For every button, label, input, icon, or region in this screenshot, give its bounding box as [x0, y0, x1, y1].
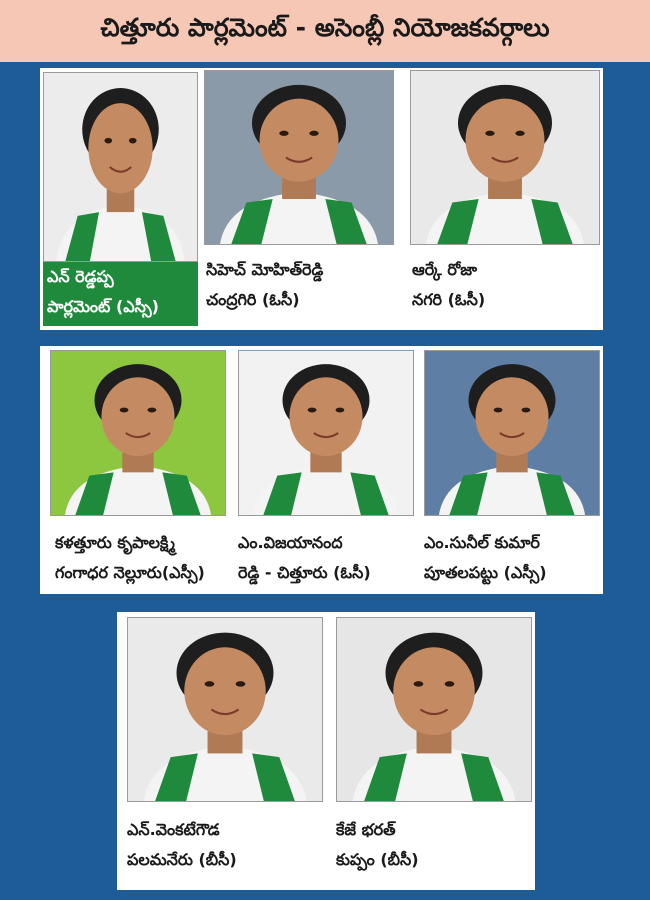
- face-shape: [466, 99, 545, 182]
- candidate-name: ఎన్ రెడ్డప్ప: [47, 267, 114, 286]
- eye-shape: [308, 408, 317, 413]
- face-shape: [184, 647, 265, 735]
- candidate-photo: [127, 617, 323, 802]
- eye-shape: [515, 131, 524, 136]
- portrait-graphic: [205, 71, 393, 244]
- header-banner: [0, 0, 650, 62]
- eye-shape: [205, 681, 215, 686]
- candidate-name: ఎం.విజయానంద: [238, 533, 343, 552]
- eye-shape: [336, 408, 345, 413]
- eye-shape: [148, 408, 157, 413]
- eye-shape: [129, 138, 137, 144]
- constituency-label: గంగాధర నెల్లూరు(ఎస్సీ): [55, 563, 205, 582]
- candidate-name: సిహెచ్ మోహిత్‌రెడ్డి: [206, 260, 324, 279]
- candidate-photo: [204, 70, 394, 245]
- eye-shape: [494, 408, 503, 413]
- candidate-caption: [424, 528, 547, 588]
- candidate-caption: [127, 815, 237, 875]
- candidate-photo: [336, 617, 532, 802]
- candidate-photo: [43, 72, 198, 262]
- constituency-label: కుప్పం (బీసీ): [336, 850, 419, 869]
- eye-shape: [120, 408, 129, 413]
- portrait-graphic: [51, 351, 225, 515]
- constituency-label: రెడ్డి - చిత్తూరు (ఓసీ): [238, 563, 371, 582]
- candidate-photo: [424, 350, 600, 516]
- eye-shape: [309, 131, 318, 136]
- candidate-name: ఎం.సునీల్ కుమార్: [424, 533, 540, 552]
- candidate-photo: [238, 350, 414, 516]
- eye-shape: [522, 408, 531, 413]
- constituency-label: నగరి (ఓసీ): [412, 290, 486, 309]
- face-shape: [393, 647, 474, 735]
- candidate-photo: [50, 350, 226, 516]
- portrait-graphic: [128, 618, 322, 801]
- eye-shape: [279, 131, 288, 136]
- face-shape: [101, 377, 174, 456]
- candidate-name: ఆర్కే రోజా: [412, 260, 477, 279]
- portrait-graphic: [411, 71, 599, 244]
- candidate-caption: [206, 255, 323, 315]
- page-title: చిత్తూరు పార్లమెంట్ - అసెంబ్లీ నియోజకవర్గాలు: [100, 13, 550, 42]
- eye-shape: [414, 681, 424, 686]
- candidate-name: కళత్తూరు కృపాలక్ష్మి: [55, 533, 176, 552]
- eye-shape: [445, 681, 455, 686]
- candidate-name: కేజే భరత్: [336, 820, 396, 839]
- constituency-label: పలమనేరు (బీసీ): [127, 850, 237, 869]
- portrait-graphic: [425, 351, 599, 515]
- constituency-label: పూతలపట్టు (ఎస్సీ): [424, 563, 547, 582]
- constituency-label: పార్లమెంట్ (ఎస్సీ): [47, 297, 159, 316]
- candidate-photo: [410, 70, 600, 245]
- face-shape: [260, 99, 339, 182]
- portrait-graphic: [337, 618, 531, 801]
- candidate-caption: [412, 255, 485, 315]
- face-shape: [289, 377, 362, 456]
- eye-shape: [236, 681, 246, 686]
- candidate-caption: [55, 528, 205, 588]
- candidate-caption: [238, 528, 371, 588]
- face-shape: [475, 377, 548, 456]
- candidate-caption: [336, 815, 419, 875]
- eye-shape: [485, 131, 494, 136]
- face-shape: [88, 103, 152, 193]
- portrait-graphic: [44, 73, 197, 261]
- constituency-label: చంద్రగిరి (ఓసీ): [206, 290, 300, 309]
- candidate-name: ఎన్.వెంకటేగౌడ: [127, 820, 220, 839]
- candidate-caption: [43, 262, 198, 326]
- portrait-graphic: [239, 351, 413, 515]
- eye-shape: [104, 138, 112, 144]
